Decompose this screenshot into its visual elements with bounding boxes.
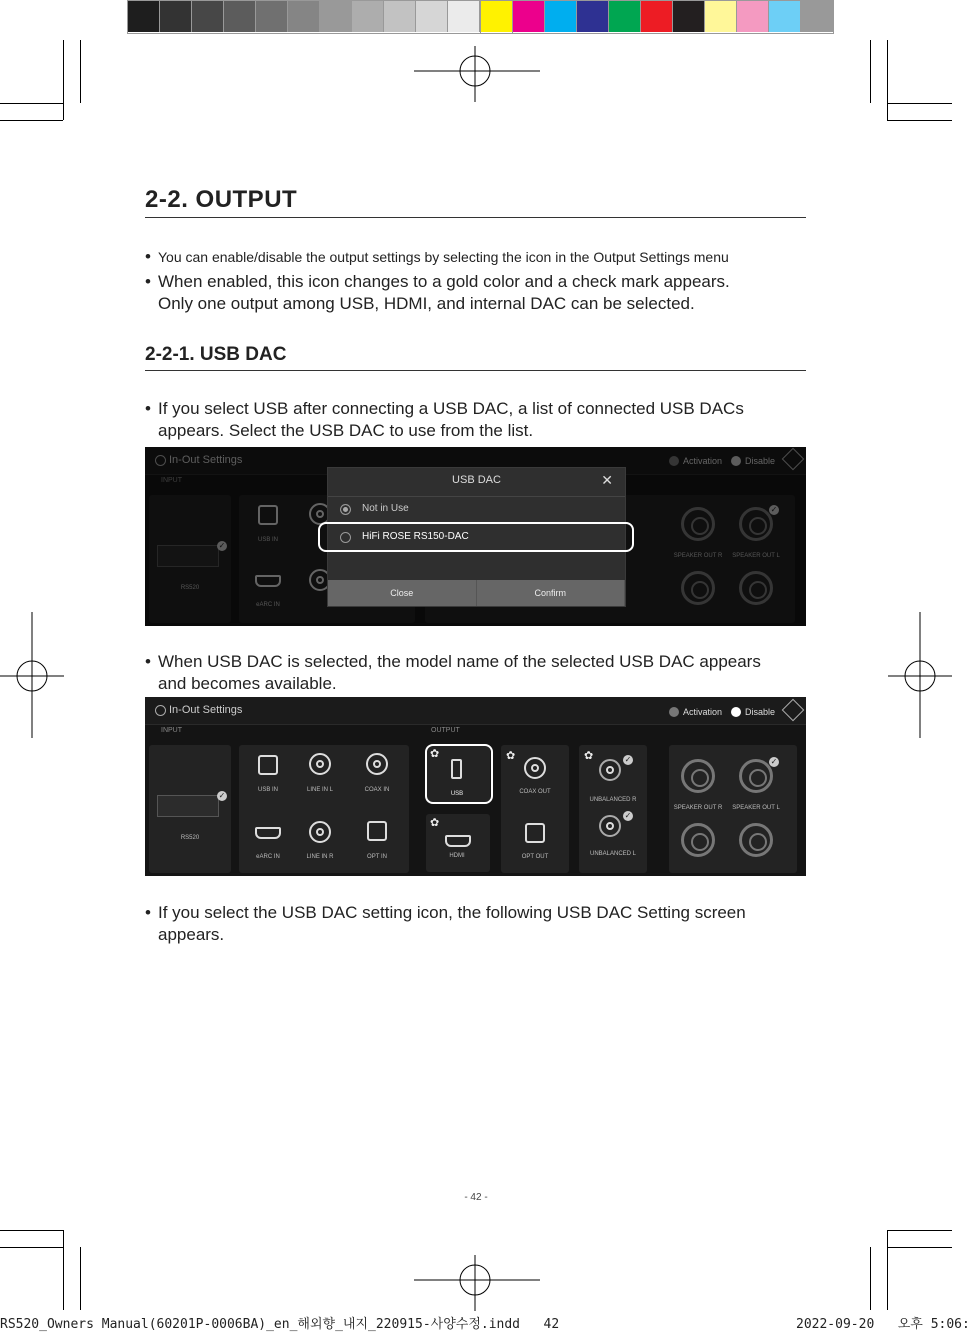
color-swatch — [769, 1, 801, 32]
rs520-device-icon — [157, 795, 219, 817]
line-in-r-port-icon[interactable] — [309, 821, 331, 843]
gear-icon[interactable]: ✿ — [584, 750, 594, 762]
device-label: RS520 — [180, 835, 200, 841]
line-in-r-label: LINE IN R — [306, 854, 334, 860]
activation-dot-icon — [669, 707, 679, 717]
crop-mark — [0, 120, 63, 121]
gray-swatch — [416, 1, 448, 32]
crop-mark — [63, 1230, 64, 1310]
unbalanced-l-port-icon[interactable] — [599, 815, 621, 837]
crop-mark — [0, 1247, 63, 1248]
disable-label: Disable — [745, 707, 776, 717]
close-icon[interactable]: ✕ — [601, 472, 613, 488]
earc-in-port-icon[interactable] — [255, 827, 281, 839]
crop-mark — [0, 103, 63, 104]
color-swatch — [609, 1, 641, 32]
subheading-rule — [145, 370, 806, 371]
subsection-heading: 2-2-1. USB DAC — [145, 344, 287, 365]
gray-swatch — [224, 1, 256, 32]
gear-icon[interactable]: ✿ — [430, 748, 440, 760]
crop-mark — [63, 40, 64, 120]
bullet-text: If you select USB after connecting a USB DAC, a list of connected USB DACs appears. Select the USB DAC to use from the list. — [158, 399, 744, 440]
check-icon: ✓ — [218, 791, 226, 800]
crop-mark — [887, 1247, 952, 1248]
color-swatch — [673, 1, 705, 32]
speaker-out-r-icon[interactable] — [681, 759, 715, 793]
speaker-out-l-label: SPEAKER OUT L — [732, 805, 780, 811]
coax-in-port-icon[interactable] — [366, 753, 388, 775]
gray-swatch — [352, 1, 384, 32]
bullet-text: When enabled, this icon changes to a gold color and a check mark appears. Only one output among USB, HDMI, and internal DAC can be selected. — [158, 272, 730, 313]
hdmi-port-icon[interactable] — [445, 835, 471, 847]
coax-in-label: COAX IN — [364, 787, 390, 793]
output-section-label: OUTPUT — [431, 727, 460, 734]
hdmi-label: HDMI — [449, 853, 465, 859]
color-swatch — [481, 1, 513, 32]
usb-in-port-icon[interactable] — [258, 755, 278, 775]
highlight-box — [425, 744, 493, 804]
opt-in-label: OPT IN — [367, 854, 387, 860]
gray-swatch — [384, 1, 416, 32]
check-icon: ✓ — [624, 811, 632, 820]
dialog-option[interactable]: HiFi ROSE RS150-DAC — [362, 531, 469, 542]
section-heading: 2-2. OUTPUT — [145, 186, 298, 213]
coax-out-label: COAX OUT — [519, 789, 551, 795]
check-icon: ✓ — [770, 757, 778, 766]
in-out-settings-screen — [145, 697, 806, 876]
crop-mark — [870, 40, 871, 103]
slug-line-left: RS520_Owners Manual(60201P-0006BA)_en_해외향_내지_220915-사양수정.indd 42 — [0, 1317, 560, 1332]
bullet-dot: • — [145, 652, 151, 671]
speaker-out-r-label: SPEAKER OUT R — [673, 805, 723, 811]
radio-icon[interactable] — [340, 504, 351, 515]
color-swatch — [577, 1, 609, 32]
speaker-out-l-icon[interactable] — [739, 759, 773, 793]
crop-mark — [887, 40, 888, 120]
bullet-dot: • — [145, 399, 151, 418]
gray-swatch — [448, 1, 480, 32]
opt-in-port-icon[interactable] — [367, 821, 387, 841]
usb-in-label: USB IN — [257, 787, 278, 793]
speaker-out-r2-icon[interactable] — [681, 823, 715, 857]
bullet-dot: • — [145, 272, 151, 291]
crop-mark — [0, 1230, 63, 1231]
unbalanced-r-port-icon[interactable] — [599, 759, 621, 781]
coax-out-port-icon[interactable] — [524, 757, 546, 779]
in-out-settings-screen-dialog — [145, 447, 806, 626]
gray-swatch — [160, 1, 192, 32]
process-color-bar — [480, 0, 834, 34]
gray-swatch — [256, 1, 288, 32]
unbalanced-r-label: UNBALANCED R — [589, 797, 637, 803]
color-swatch — [737, 1, 769, 32]
opt-out-label: OPT OUT — [521, 854, 549, 860]
line-in-l-label: LINE IN L — [306, 787, 333, 793]
registration-mark-left — [0, 612, 64, 738]
highlight-box — [318, 522, 634, 552]
bullet-dot: • — [145, 903, 151, 922]
dialog-buttons — [328, 580, 625, 606]
dialog-divider — [328, 496, 625, 497]
color-swatch — [641, 1, 673, 32]
color-swatch — [545, 1, 577, 32]
page-number: - 42 - — [464, 1192, 488, 1203]
gray-color-bar — [127, 0, 513, 34]
dialog-title: USB DAC — [452, 474, 501, 486]
disable-dot-icon — [731, 707, 741, 717]
rose-logo-icon — [782, 699, 805, 722]
line-in-l-port-icon[interactable] — [309, 753, 331, 775]
color-swatch — [705, 1, 737, 32]
color-swatch — [513, 1, 545, 32]
crop-mark — [887, 1230, 888, 1310]
heading-rule — [145, 217, 806, 218]
bullet-dot: • — [145, 247, 151, 266]
check-icon: ✓ — [624, 755, 632, 764]
confirm-button[interactable]: Confirm — [477, 580, 626, 606]
input-section-label: INPUT — [161, 727, 182, 734]
gray-swatch — [192, 1, 224, 32]
usb-label: USB — [450, 791, 464, 797]
speaker-out-l2-icon[interactable] — [739, 823, 773, 857]
gear-icon[interactable]: ✿ — [506, 750, 516, 762]
bullet-text: If you select the USB DAC setting icon, the following USB DAC Setting screen appears. — [158, 903, 746, 944]
color-swatch — [801, 1, 833, 32]
earc-in-label: eARC IN — [256, 854, 280, 860]
registration-mark-right — [888, 612, 952, 738]
close-button[interactable]: Close — [328, 580, 477, 606]
settings-title: In-Out Settings — [169, 704, 243, 716]
registration-mark-top — [414, 46, 540, 102]
gray-swatch — [288, 1, 320, 32]
bullet-text: When USB DAC is selected, the model name of the selected USB DAC appears and becomes available. — [158, 652, 761, 693]
dialog-option[interactable]: Not in Use — [362, 503, 409, 514]
crop-mark — [887, 120, 952, 121]
registration-mark-bottom — [414, 1255, 540, 1311]
crop-mark — [870, 1247, 871, 1310]
crop-mark — [887, 103, 952, 104]
opt-out-port-icon[interactable] — [525, 823, 545, 843]
activation-label: Activation — [683, 707, 723, 717]
gear-icon[interactable]: ✿ — [430, 817, 440, 829]
settings-topbar — [145, 697, 806, 725]
settings-back-icon[interactable] — [155, 705, 166, 716]
slug-line-right: 2022-09-20 오후 5:06: — [796, 1317, 970, 1332]
crop-mark — [887, 1230, 952, 1231]
unbalanced-l-label: UNBALANCED L — [589, 851, 636, 857]
gray-swatch — [320, 1, 352, 32]
gray-swatch — [128, 1, 160, 32]
crop-mark — [80, 1247, 81, 1310]
crop-mark — [80, 40, 81, 103]
bullet-text: You can enable/disable the output settings by selecting the icon in the Output Settings menu — [158, 249, 729, 265]
